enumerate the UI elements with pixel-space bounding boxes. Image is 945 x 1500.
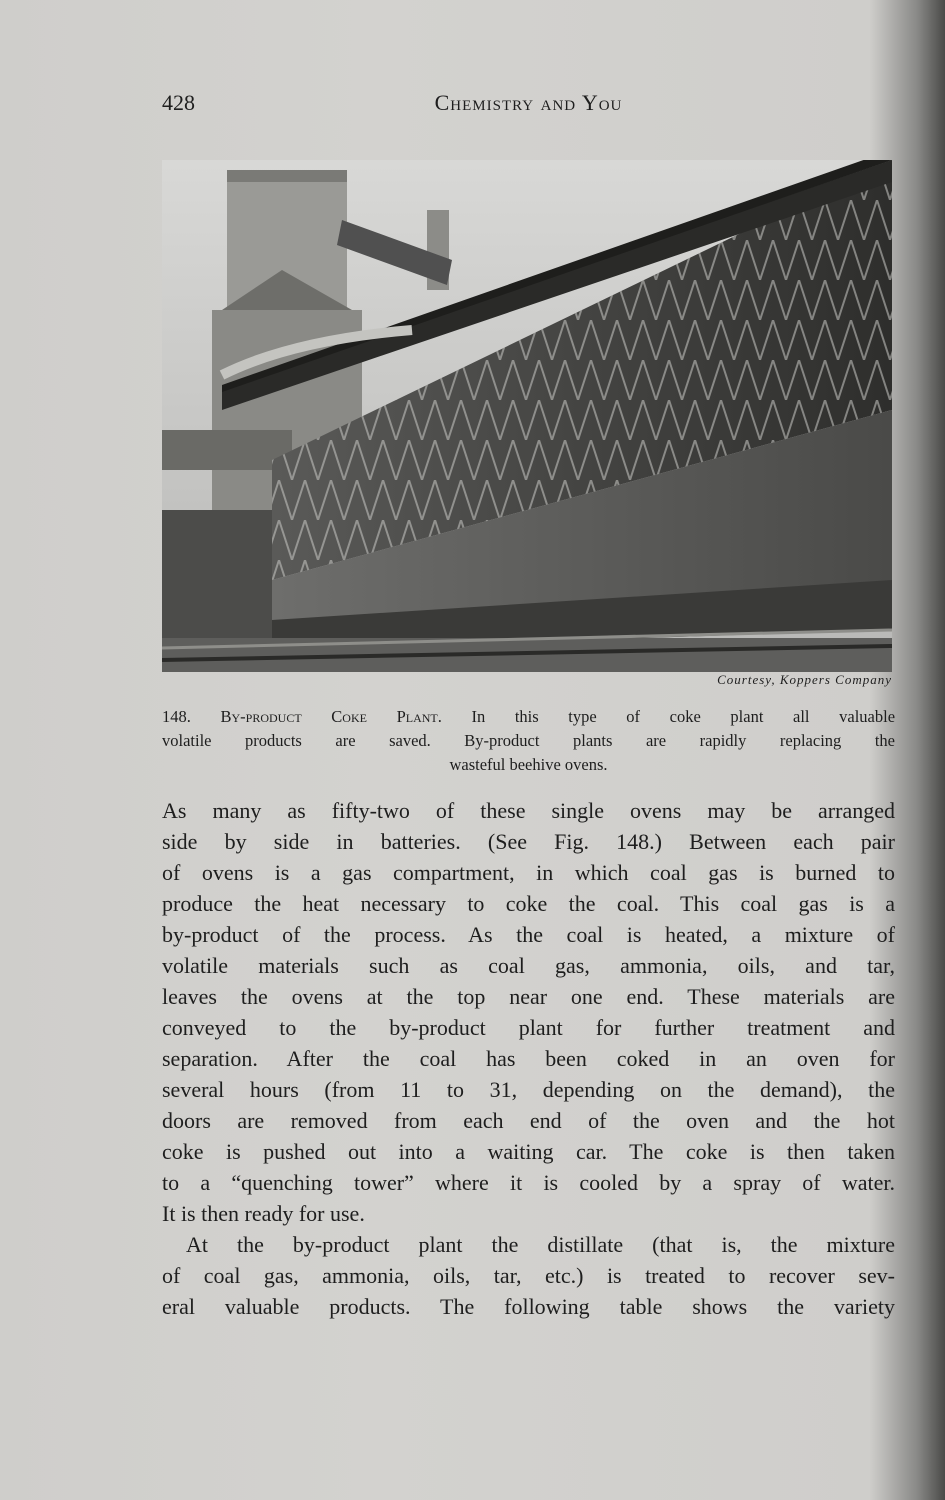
text-line: volatile materials such as coal gas, ammonia, oils, and tar, [162, 953, 895, 978]
text-line: It is then ready for use. [162, 1201, 365, 1226]
paragraph-2 [162, 1229, 895, 1322]
text-line: separation. After the coal has been coked in an oven for [162, 1046, 895, 1071]
coke-plant-photo [162, 160, 892, 672]
caption-line-2: volatile products are saved. By-product plants are rapidly replacing the [162, 731, 895, 750]
text-line: conveyed to the by-product plant for further treatment and [162, 1015, 895, 1040]
running-title: Chemistry and You [434, 90, 623, 115]
paragraph-1 [162, 795, 895, 1229]
caption-number: 148. [162, 707, 191, 726]
text-line: to a “quenching tower” where it is cooled by a spray of water. [162, 1170, 895, 1195]
caption-line-1: In this type of coke plant all valuable [471, 707, 896, 726]
caption-line-3: wasteful beehive ovens. [449, 755, 608, 774]
text-line: of coal gas, ammonia, oils, tar, etc.) is treated to recover sev- [162, 1263, 895, 1288]
text-line: by-product of the process. As the coal is heated, a mixture of [162, 922, 895, 947]
body-text [162, 795, 895, 1322]
figure-caption [162, 705, 895, 777]
text-line: produce the heat necessary to coke the coal. This coal gas is a [162, 891, 895, 916]
text-line: At the by-product plant the distillate (that is, the mixture [186, 1232, 895, 1257]
text-line: side by side in batteries. (See Fig. 148.) Between each pair [162, 829, 895, 854]
text-line: eral valuable products. The following table shows the variety [162, 1294, 895, 1319]
text-line: several hours (from 11 to 31, depending on the demand), the [162, 1077, 895, 1102]
photo-credit: Courtesy, Koppers Company [717, 672, 892, 687]
text-line: As many as fifty-two of these single ovens may be arranged [162, 798, 895, 823]
caption-title: By-product Coke Plant. [220, 707, 442, 726]
page-number: 428 [162, 90, 195, 115]
text-line: coke is pushed out into a waiting car. The coke is then taken [162, 1139, 895, 1164]
text-line: leaves the ovens at the top near one end. These materials are [162, 984, 895, 1009]
text-line: doors are removed from each end of the oven and the hot [162, 1108, 895, 1133]
page-header [162, 90, 895, 126]
text-line: of ovens is a gas compartment, in which coal gas is burned to [162, 860, 895, 885]
